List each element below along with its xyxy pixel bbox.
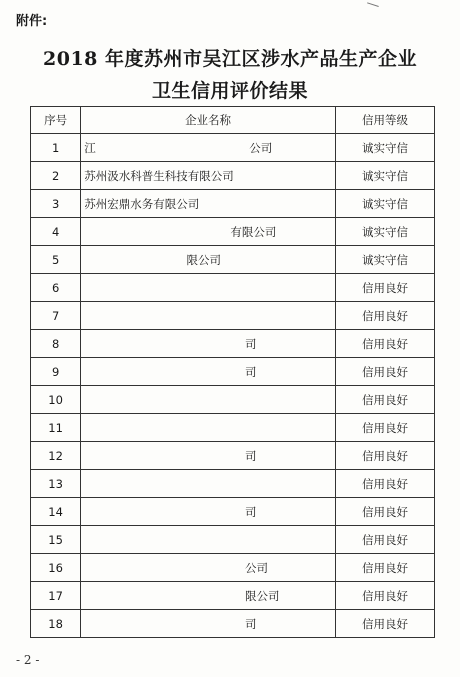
row-credit-grade: 信用良好 <box>335 442 434 470</box>
table-row <box>31 246 435 274</box>
row-company-name <box>81 386 336 414</box>
row-company-name: 限公司 <box>81 246 336 274</box>
table-row <box>31 274 435 302</box>
table-row <box>31 330 435 358</box>
table-row <box>31 526 435 554</box>
row-credit-grade: 诚实守信 <box>335 134 434 162</box>
row-serial: 9 <box>31 358 81 386</box>
row-serial: 18 <box>31 610 81 638</box>
table-row <box>31 134 435 162</box>
row-company-name <box>81 526 336 554</box>
attachment-label: 附件: <box>16 14 48 29</box>
results-table <box>30 106 435 638</box>
row-company-name: 苏州宏鼎水务有限公司 <box>81 190 336 218</box>
table-header-row <box>31 107 435 134</box>
header-company-name: 企业名称 <box>81 107 336 134</box>
row-credit-grade: 信用良好 <box>335 414 434 442</box>
table-row <box>31 218 435 246</box>
row-serial: 17 <box>31 582 81 610</box>
header-serial: 序号 <box>31 107 81 134</box>
table-row <box>31 190 435 218</box>
row-credit-grade: 信用良好 <box>335 554 434 582</box>
row-company-name: 江 公司 <box>81 134 336 162</box>
row-company-name <box>81 414 336 442</box>
table-row <box>31 302 435 330</box>
row-credit-grade: 信用良好 <box>335 610 434 638</box>
row-company-name: 司 <box>81 442 336 470</box>
row-serial: 8 <box>31 330 81 358</box>
row-serial: 11 <box>31 414 81 442</box>
row-company-name <box>81 302 336 330</box>
row-credit-grade: 诚实守信 <box>335 218 434 246</box>
table-row <box>31 414 435 442</box>
page-number: - 2 - <box>16 653 40 667</box>
row-serial: 1 <box>31 134 81 162</box>
table-row <box>31 470 435 498</box>
row-credit-grade: 诚实守信 <box>335 162 434 190</box>
row-credit-grade: 信用良好 <box>335 274 434 302</box>
table-row <box>31 358 435 386</box>
row-serial: 7 <box>31 302 81 330</box>
table-row <box>31 554 435 582</box>
row-credit-grade: 信用良好 <box>335 386 434 414</box>
row-serial: 13 <box>31 470 81 498</box>
row-company-name <box>81 470 336 498</box>
row-company-name: 司 <box>81 498 336 526</box>
table-row <box>31 162 435 190</box>
scan-mark <box>365 2 379 12</box>
row-serial: 3 <box>31 190 81 218</box>
row-serial: 5 <box>31 246 81 274</box>
row-serial: 10 <box>31 386 81 414</box>
table-row <box>31 498 435 526</box>
row-credit-grade: 信用良好 <box>335 526 434 554</box>
row-credit-grade: 信用良好 <box>335 470 434 498</box>
document-title-line2: 卫生信用评价结果 <box>151 80 308 102</box>
row-serial: 16 <box>31 554 81 582</box>
header-credit-grade: 信用等级 <box>335 107 434 134</box>
row-credit-grade: 信用良好 <box>335 498 434 526</box>
row-company-name: 苏州汲水科普生科技有限公司 <box>81 162 336 190</box>
row-credit-grade: 诚实守信 <box>335 246 434 274</box>
table-row <box>31 582 435 610</box>
row-company-name: 公司 <box>81 554 336 582</box>
row-company-name: 司 <box>81 610 336 638</box>
row-company-name: 限公司 <box>81 582 336 610</box>
document-title-line1: 2018 年度苏州市吴江区涉水产品生产企业 <box>43 48 417 70</box>
row-credit-grade: 信用良好 <box>335 302 434 330</box>
table-row <box>31 386 435 414</box>
row-serial: 15 <box>31 526 81 554</box>
row-company-name <box>81 274 336 302</box>
row-serial: 12 <box>31 442 81 470</box>
row-company-name: 司 <box>81 358 336 386</box>
row-company-name: 有限公司 <box>81 218 336 246</box>
row-serial: 6 <box>31 274 81 302</box>
row-company-name: 司 <box>81 330 336 358</box>
row-credit-grade: 信用良好 <box>335 330 434 358</box>
row-credit-grade: 诚实守信 <box>335 190 434 218</box>
row-credit-grade: 信用良好 <box>335 582 434 610</box>
row-serial: 2 <box>31 162 81 190</box>
table-row <box>31 610 435 638</box>
row-serial: 14 <box>31 498 81 526</box>
table-body <box>31 134 435 638</box>
table-row <box>31 442 435 470</box>
row-credit-grade: 信用良好 <box>335 358 434 386</box>
row-serial: 4 <box>31 218 81 246</box>
